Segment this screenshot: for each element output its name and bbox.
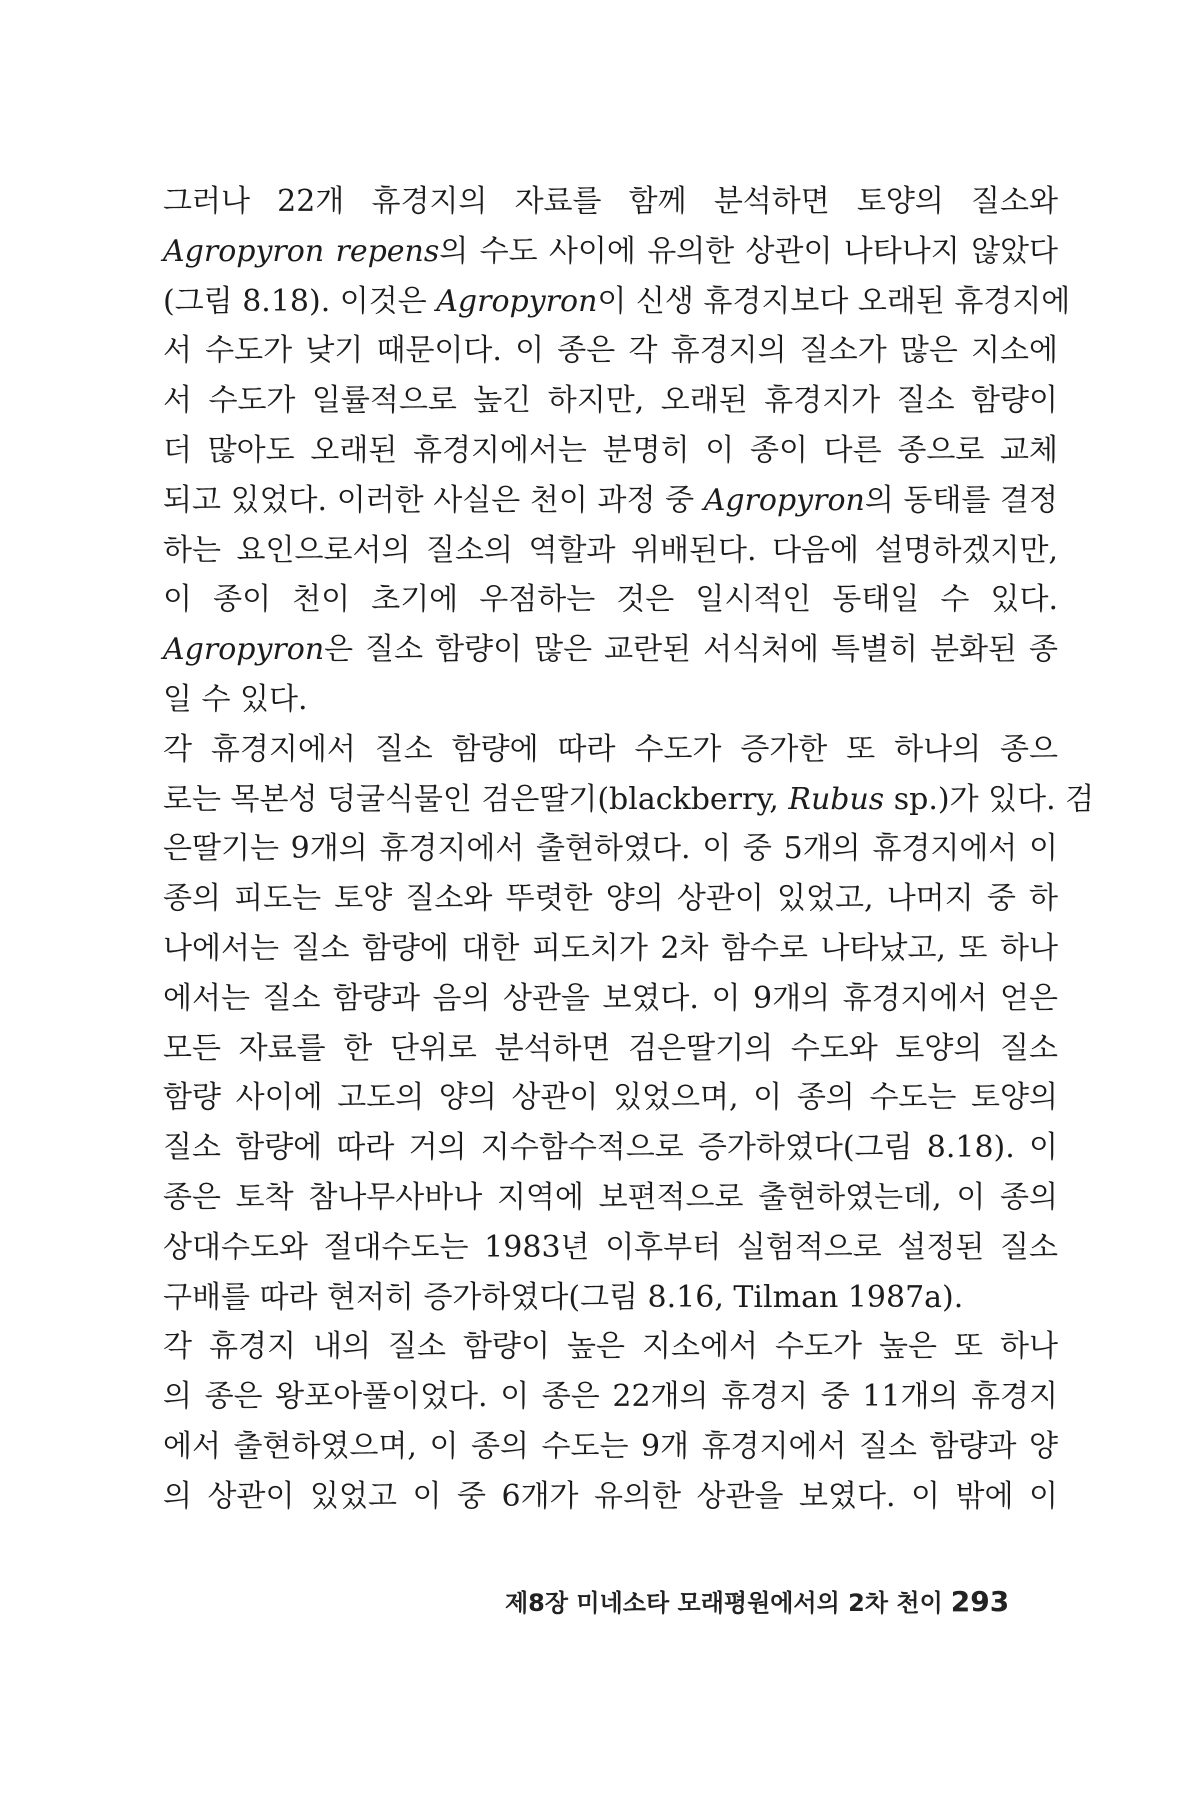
body-line: 에서는 질소 함량과 음의 상관을 보였다. 이 9개의 휴경지에서 얻은 (163, 980, 1058, 1016)
body-line: 서 수도가 낮기 때문이다. 이 종은 각 휴경지의 질소가 많은 지소에 (163, 333, 1058, 369)
body-line: Agropyron은 질소 함량이 많은 교란된 서식처에 특별히 분화된 종 (163, 632, 1058, 668)
body-line: 각 휴경지에서 질소 함량에 따라 수도가 증가한 또 하나의 종으 (163, 731, 1058, 767)
page-number: 293 (950, 1585, 1010, 1618)
body-line: 의 상관이 있었고 이 중 6개가 유의한 상관을 보였다. 이 밖에 이 (163, 1478, 1058, 1514)
page-footer (505, 1583, 1060, 1618)
body-line: 서 수도가 일률적으로 높긴 하지만, 오래된 휴경지가 질소 함량이 (163, 383, 1058, 419)
page-body (163, 177, 1095, 1522)
body-line: 모든 자료를 한 단위로 분석하면 검은딸기의 수도와 토양의 질소 (163, 1030, 1058, 1066)
body-line: 나에서는 질소 함량에 대한 피도치가 2차 함수로 나타났고, 또 하나 (163, 930, 1058, 966)
body-line: 종은 토착 참나무사바나 지역에 보편적으로 출현하였는데, 이 종의 (163, 1179, 1058, 1215)
body-line: 하는 요인으로서의 질소의 역할과 위배된다. 다음에 설명하겠지만, (163, 532, 1058, 568)
body-line: 일 수 있다. (163, 681, 308, 717)
body-line: 함량 사이에 고도의 양의 상관이 있었으며, 이 종의 수도는 토양의 (163, 1080, 1058, 1116)
body-line: 의 종은 왕포아풀이었다. 이 종은 22개의 휴경지 중 11개의 휴경지 (163, 1379, 1058, 1415)
body-line: 각 휴경지 내의 질소 함량이 높은 지소에서 수도가 높은 또 하나 (163, 1329, 1058, 1365)
body-line: Agropyron repens의 수도 사이에 유의한 상관이 나타나지 않았다 (163, 233, 1059, 269)
body-line: 더 많아도 오래된 휴경지에서는 분명히 이 종이 다른 종으로 교체 (163, 432, 1058, 468)
running-title: 제8장 미네소타 모래평원에서의 2차 천이 (505, 1589, 943, 1617)
body-line: 은딸기는 9개의 휴경지에서 출현하였다. 이 중 5개의 휴경지에서 이 (163, 831, 1058, 867)
body-line: 구배를 따라 현저히 증가하였다(그림 8.16, Tilman 1987a). (163, 1279, 964, 1315)
body-line: 이 종이 천이 초기에 우점하는 것은 일시적인 동태일 수 있다. (163, 582, 1058, 618)
body-line: 그러나 22개 휴경지의 자료를 함께 분석하면 토양의 질소와 (163, 184, 1058, 219)
body-line: 종의 피도는 토양 질소와 뚜렷한 양의 상관이 있었고, 나머지 중 하 (163, 881, 1058, 917)
body-line: 로는 목본성 덩굴식물인 검은딸기(blackberry, Rubus sp.)가 있다. 검 (163, 781, 1095, 817)
body-line: 질소 함량에 따라 거의 지수함수적으로 증가하였다(그림 8.18). 이 (163, 1130, 1058, 1166)
body-line: (그림 8.18). 이것은 Agropyron이 신생 휴경지보다 오래된 휴경지에 (163, 283, 1071, 319)
body-line: 상대수도와 절대수도는 1983년 이후부터 실험적으로 설정된 질소 (163, 1229, 1058, 1265)
body-line: 에서 출현하였으며, 이 종의 수도는 9개 휴경지에서 질소 함량과 양 (163, 1428, 1058, 1464)
body-line: 되고 있었다. 이러한 사실은 천이 과정 중 Agropyron의 동태를 결정 (163, 482, 1059, 518)
